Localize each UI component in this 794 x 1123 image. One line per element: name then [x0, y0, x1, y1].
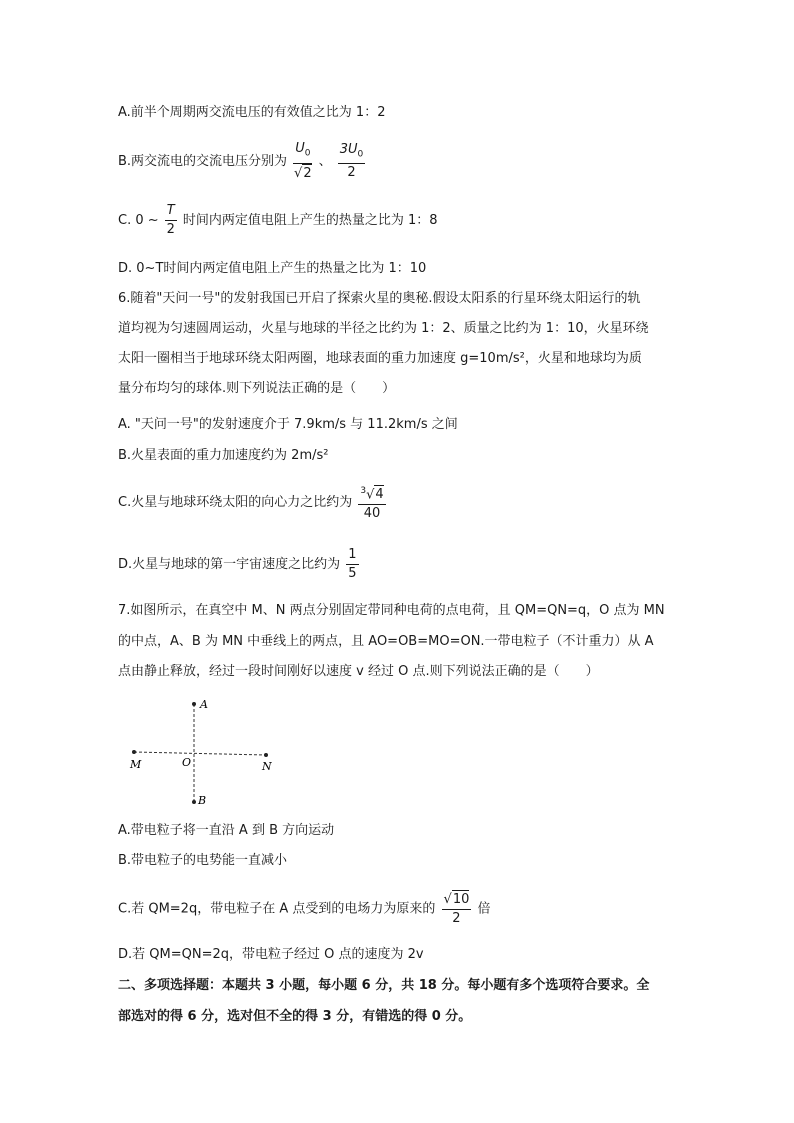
label-o: O [182, 756, 192, 769]
question-7-line: 7.如图所示，在真空中 M、N 两点分别固定带同种电荷的点电荷，且 QM=QN=q，O 点为 MN [118, 603, 665, 618]
option-5b [118, 140, 367, 183]
section-2-line: 二、多项选择题：本题共 3 小题，每小题 6 分，共 18 分。每小题有多个选项符合要求。全 [118, 978, 650, 993]
fraction-denominator: 2 [347, 165, 356, 181]
option-6c [118, 482, 388, 523]
fraction-denominator: 2 [303, 165, 312, 181]
option-5c [118, 202, 438, 239]
option-7b: B.带电粒子的电势能一直减小 [118, 853, 288, 868]
charge-diagram [126, 696, 306, 812]
fraction-root10-over-2: $\frac{√10}{2}$ [443, 892, 470, 926]
option-6b: B.火星表面的重力加速度约为 2m/s² [118, 448, 329, 463]
option-7a: A.带电粒子将一直沿 A 到 B 方向运动 [118, 823, 335, 838]
option-5b-prefix: B.两交流电的交流电压分别为 [118, 153, 288, 169]
point-b [192, 800, 196, 804]
label-n: N [262, 760, 272, 773]
question-6-line: 太阳一圈相当于地球环绕太阳两圈，地球表面的重力加速度 g=10m/s²，火星和地球均为质 [118, 351, 642, 366]
label-a: A [200, 698, 208, 711]
option-6d-prefix: D.火星与地球的第一宇宙速度之比约为 [118, 557, 341, 572]
fraction-1-over-5: $\frac{1}{5}$ [348, 547, 357, 581]
option-7c-prefix: C.若 QM=2q，带电粒子在 A 点受到的电场力为原来的 [118, 901, 436, 917]
point-a [192, 702, 196, 706]
section-2-line: 部选对的得 6 分，选对但不全的得 3 分，有错选的得 0 分。 [118, 1009, 472, 1024]
point-n [264, 753, 268, 757]
question-7-line: 点由静止释放，经过一段时间刚好以速度 v 经过 O 点.则下列说法正确的是（ ） [118, 664, 599, 679]
separator: 、 [318, 153, 332, 169]
option-5c-prefix: C. 0 ~ [118, 213, 159, 228]
question-6-line: 道均视为匀速圆周运动，火星与地球的半径之比约为 1：2、质量之比约为 1：10，火星环绕 [118, 321, 649, 336]
point-m [132, 750, 136, 754]
mn-dashed-line [134, 752, 266, 755]
fraction-u0-over-root2: $\frac{U_0}{√2}$ [294, 141, 312, 181]
label-b: B [198, 794, 207, 807]
option-5c-suffix: 时间内两定值电阻上产生的热量之比为 1：8 [182, 213, 438, 228]
option-7c-suffix: 倍 [477, 901, 491, 917]
fraction-numerator: U [295, 141, 305, 156]
question-6-line: 6.随着"天问一号"的发射我国已开启了探索火星的奥秘.假设太阳系的行星环绕太阳运行的轨 [118, 291, 641, 306]
fraction-numerator: 3U [339, 141, 358, 157]
question-7-line: 的中点，A、B 为 MN 中垂线上的两点，且 AO=OB=MO=ON.一带电粒子（不计重力）从 A [118, 634, 654, 649]
option-5d: D. 0~T时间内两定值电阻上产生的热量之比为 1：10 [118, 261, 427, 276]
label-m: M [130, 758, 142, 771]
fraction-3u0-over-2: $\frac{3U_0}{2}$ [339, 141, 364, 181]
fraction-cuberoot4-over-40: $\frac{^3√4}{40}$ [358, 482, 385, 523]
option-5a: A.前半个周期两交流电压的有效值之比为 1：2 [118, 105, 386, 120]
option-6a: A. "天问一号"的发射速度介于 7.9km/s 与 11.2km/s 之间 [118, 417, 458, 432]
fraction-t-over-2: $\frac{T}{2}$ [166, 203, 175, 237]
option-7d: D.若 QM=QN=2q，带电粒子经过 O 点的速度为 2v [118, 947, 424, 962]
question-6-line: 量分布均匀的球体.则下列说法正确的是（ ） [118, 381, 396, 396]
option-6d [118, 546, 361, 583]
option-6c-prefix: C.火星与地球环绕太阳的向心力之比约为 [118, 495, 353, 511]
option-7c [118, 890, 491, 928]
